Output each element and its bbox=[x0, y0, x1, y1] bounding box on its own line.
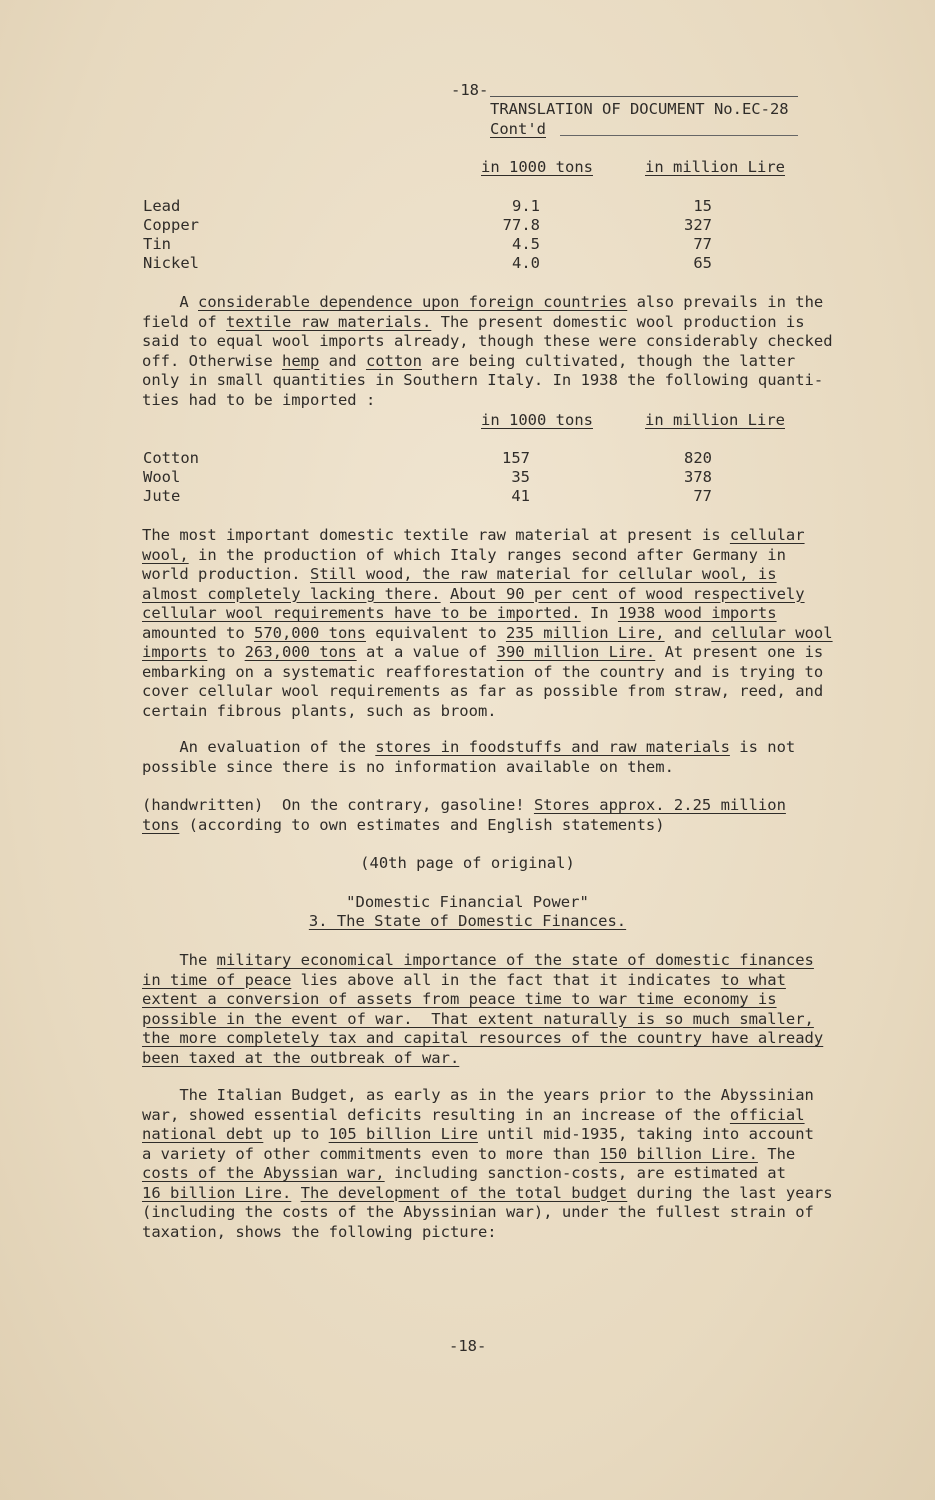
contd-label: Cont'd bbox=[490, 120, 546, 138]
paragraph-handwritten: (handwritten) On the contrary, gasoline! Stores approx. 2.25 million tons (according to own estimates and English statements) bbox=[142, 796, 786, 834]
section-heading: 3. The State of Domestic Finances. bbox=[308, 912, 627, 930]
paragraph-textile: A considerable dependence upon foreign countries also prevails in the field of textile raw materials. The present domestic wool production is said to equal wool imports already, though these were considerably checked off. Otherwise hemp and cotton are being cultivated, though the latter only in small quantities in Southern Italy. In 1938 the following quanti- ties had to be imported : bbox=[142, 293, 833, 409]
table2-col-tons: in 1000 tons bbox=[481, 411, 593, 429]
paragraph-stores: An evaluation of the stores in foodstuffs and raw materials is not possible since there is no information available on them. bbox=[142, 738, 796, 776]
table-cell-tons: 9.1 bbox=[512, 197, 540, 215]
table-cell-lire: 820 bbox=[684, 449, 712, 467]
table-cell-tons: 157 bbox=[502, 449, 530, 467]
table-row-label: Wool bbox=[143, 468, 181, 486]
table-cell-tons: 4.5 bbox=[512, 235, 540, 253]
table-cell-lire: 327 bbox=[684, 216, 712, 234]
table-cell-lire: 77 bbox=[693, 235, 712, 253]
paragraph-finances: The military economical importance of the state of domestic finances in time of peace lies above all in the fact that it indicates to what extent a conversion of assets from peace time to war time economy is possible in the event of war. That extent naturally is so much smaller, the more completely tax and capital resources of the country have already been taxed at the outbreak of war. bbox=[142, 951, 824, 1067]
table-row-label: Tin bbox=[143, 235, 171, 253]
table-row-label: Nickel bbox=[143, 254, 199, 272]
table-row-label: Copper bbox=[143, 216, 199, 234]
original-page-note: (40th page of original) bbox=[360, 854, 575, 872]
table-cell-tons: 35 bbox=[511, 468, 530, 486]
table-cell-tons: 41 bbox=[511, 487, 530, 505]
table-row-label: Cotton bbox=[143, 449, 199, 467]
paragraph-budget: The Italian Budget, as early as in the years prior to the Abyssinian war, showed essential deficits resulting in an increase of the official national debt up to 105 billion Lire until mid-1935, taking into account a variety of other commitments even to more than 150 billion Lire. The costs of the Abyssian war, including sanction-costs, are estimated at 16 billion Lire. The development of the total budget during the last years (including the costs of the Abyssinian war), under the fullest strain of taxation, shows the following picture: bbox=[142, 1086, 833, 1241]
table1-col-tons: in 1000 tons bbox=[481, 158, 593, 176]
table-row-label: Jute bbox=[143, 487, 181, 505]
table-cell-tons: 4.0 bbox=[512, 254, 540, 272]
table1-col-lire: in million Lire bbox=[645, 158, 785, 176]
page-number-top: -18- bbox=[451, 81, 489, 99]
document-title: TRANSLATION OF DOCUMENT No.EC-28 bbox=[490, 100, 789, 118]
table-cell-lire: 15 bbox=[693, 197, 712, 215]
table-cell-lire: 77 bbox=[693, 487, 712, 505]
table2-col-lire: in million Lire bbox=[645, 411, 785, 429]
contd-rule bbox=[560, 135, 798, 136]
header-rule bbox=[490, 96, 798, 97]
section-quote: "Domestic Financial Power" bbox=[346, 893, 589, 911]
table-cell-lire: 65 bbox=[693, 254, 712, 272]
paragraph-cellular-wool: The most important domestic textile raw material at present is cellular wool, in the production of which Italy ranges second after Germany in world production. Still wood, the raw material for cellular wool, is almost completely lacking there. About 90 per cent of wood respectively cellular wool requirements have to be imported. In 1938 wood imports amounted to 570,000 tons equivalent to 235 million Lire, and cellular wool imports to 263,000 tons at a value of 390 million Lire. At present one is embarking on a systematic reafforestation of the country and is trying to cover cellular wool requirements as far as possible from straw, reed, and certain fibrous plants, such as broom. bbox=[142, 526, 833, 720]
page-number-bottom: -18- bbox=[449, 1337, 487, 1355]
table-row-label: Lead bbox=[143, 197, 181, 215]
table-cell-lire: 378 bbox=[684, 468, 712, 486]
table-cell-tons: 77.8 bbox=[502, 216, 540, 234]
